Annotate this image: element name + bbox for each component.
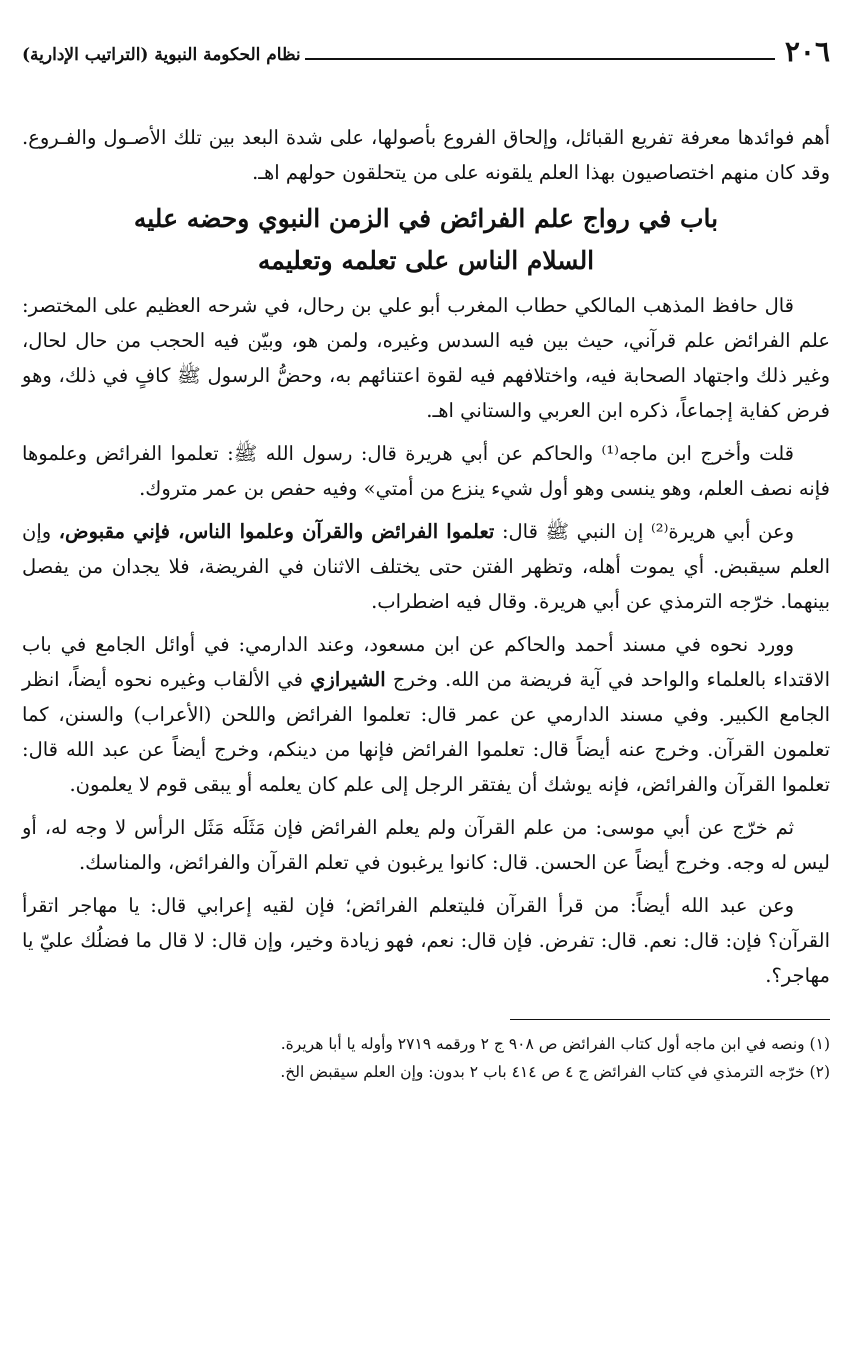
paragraph-ibn-rahhal: قال حافظ المذهب المالكي حطاب المغرب أبو علي بن رحال، في شرحه العظيم على المختصر: علم الفرائض علم قرآني، حيث بين فيه السدس وغيره، ولمن هو، وبيّن فيه الحجب من حال لحال، وغير ذلك واجتهاد الصحابة فيه، واختلافهم فيه لقوة اعتنائهم به، وحضُّ الرسول ﷺ كافٍ في ذلك، وهو فرض كفاية إجماعاً، ذكره ابن العربي والستاني اهـ.	[22, 294, 830, 422]
paragraph-abdullah: وعن عبد الله أيضاً: من قرأ القرآن فليتعلم الفرائض؛ فإن لقيه إعرابي قال: يا مهاجر اتقرأ القرآن؟ فإن: قال: نعم. قال: تفرض. فإن قال: نعم، فهو زيادة وخير، وإن قال: لا قال ما فضلُك عليّ يا مهاجر؟.	[22, 894, 830, 987]
paragraph-musnad-ahmad-rest: في الألقاب وغيره نحوه أيضاً، انظر الجامع الكبير. وفي مسند الدارمي عن عمر قال: تعلموا الفرائض واللحن (الأعراب) والسنن، كما تعلمون القرآن. وخرج عنه أيضاً قال: تعلموا الفرائض فإنها من دينكم، وخرج أيضاً عن عبد الله قال: تعلموا القرآن والفرائض، فإنه يوشك أن يفتقر الرجل إلى علم كان يعلمه أو يبقى قوم لا يعلمون.	[22, 668, 830, 796]
paragraph-ibn-majah: قلت وأخرج ابن ماجه⁽¹⁾ والحاكم عن أبي هريرة قال: رسول الله ﷺ: تعلموا الفرائض وعلموها فإنه نصف العلم، وهو ينسى وهو أول شيء ينزع من أمتي» وفيه حفص بن عمر متروك.	[22, 442, 830, 500]
running-title: نظام الحكومة النبوية (التراتيب الإدارية)	[22, 45, 301, 65]
book-page	[22, 28, 830, 1348]
page-number: ٢٠٦	[784, 35, 830, 68]
header-rule	[305, 58, 775, 60]
section-heading-line-1: باب في رواج علم الفرائض في الزمن النبوي وحضه عليه	[133, 204, 719, 233]
paragraph-musnad-ahmad	[22, 627, 830, 802]
footnote-1: (١) ونصه في ابن ماجه أول كتاب الفرائض ص ٩٠٨ ج ٢ ورقمه ٢٧١٩ وأوله يا أبا هريرة.	[280, 1035, 830, 1053]
section-heading-line-2: السلام الناس على تعلمه وتعليمه	[257, 246, 595, 275]
footnote-separator	[510, 1019, 830, 1020]
paragraph-abu-hurayra-rest: وإن العلم سيقبض. أي يموت أهله، وتظهر الفتن حتى يختلف الاثنان في الفريضة، فلا يجدان من يفصل بينهما. خرّجه الترمذي عن أبي هريرة. وقال فيه اضطراب.	[22, 520, 830, 613]
paragraph-abu-hurayra-lead: وعن أبي هريرة⁽²⁾ إن النبي ﷺ قال:	[494, 520, 794, 543]
hadith-bold-text: تعلموا الفرائض والقرآن وعلموا الناس، فإني مقبوض،	[58, 520, 495, 543]
footnote-2: (٢) خرّجه الترمذي في كتاب الفرائض ج ٤ ص ٤١٤ باب ٢ بدون: وإن العلم سيقبض الخ.	[280, 1063, 830, 1081]
running-header	[22, 28, 830, 72]
continuation-paragraph: أهم فوائدها معرفة تفريع القبائل، وإلحاق الفروع بأصولها، على شدة البعد بين تلك الأصـول والفـروع. وقد كان منهم اختصاصيون بهذا العلم يلقونه على من يتحلقون حولهم اهـ.	[22, 126, 830, 184]
paragraph-abu-hurayra	[22, 514, 830, 619]
shirazi-bold-name: الشيرازي	[310, 668, 386, 691]
section-heading	[32, 198, 820, 282]
paragraph-musnad-ahmad-lead: وورد نحوه في مسند أحمد والحاكم عن ابن مسعود، وعند الدارمي: في أوائل الجامع في باب الاقتداء بالعلماء والواحد في آية فريضة من الله. وخرج	[22, 633, 830, 691]
page-body	[22, 120, 830, 1086]
paragraph-abu-musa: ثم خرّج عن أبي موسى: من علم القرآن ولم يعلم الفرائض فإن مَثَلَه مَثَل الرأس لا وجه له، أو ليس له وجه. وخرج أيضاً عن الحسن. قال: كانوا يرغبون في تعلم القرآن والفرائض، والمناسك.	[22, 816, 830, 874]
